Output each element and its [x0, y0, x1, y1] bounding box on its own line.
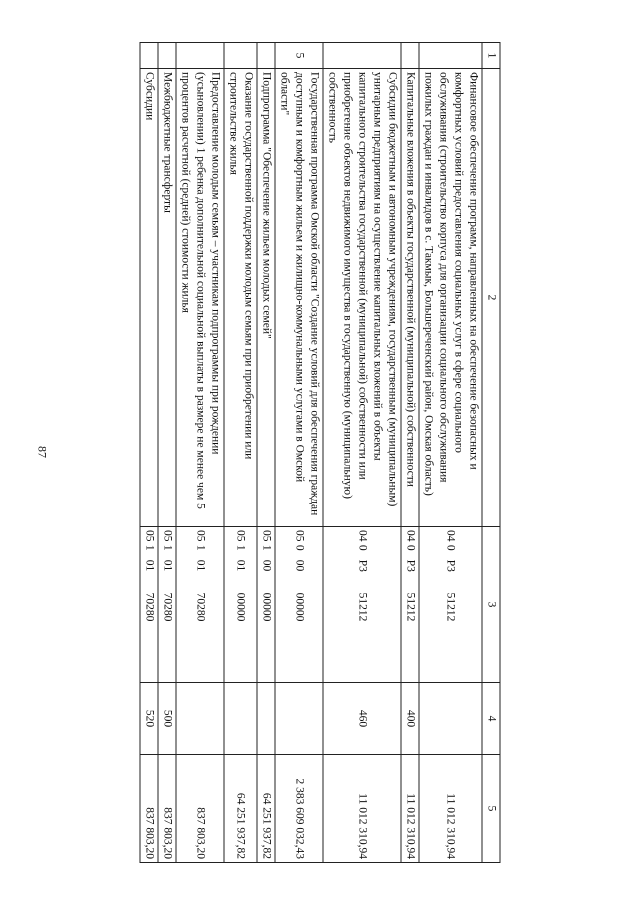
code-part: 0: [404, 544, 417, 551]
row-sum: 2 383 609 032,43: [275, 755, 323, 863]
code-part: P3: [356, 559, 369, 572]
row-expense-type: 460: [323, 683, 401, 755]
code-part: 00000: [235, 592, 247, 622]
row-sum: 11 012 310,94: [323, 755, 401, 863]
row-expense-type: [224, 683, 257, 755]
row-number: [419, 43, 482, 69]
row-code: [419, 527, 482, 683]
row-number: 5: [275, 43, 323, 69]
row-code: [176, 527, 224, 683]
code-part: 0: [293, 544, 306, 551]
row-expense-type: 400: [401, 683, 419, 755]
table-row: [401, 43, 419, 863]
row-code: [323, 527, 401, 683]
row-expense-type: 520: [140, 683, 158, 755]
row-code: [224, 527, 257, 683]
row-expense-type: [257, 683, 275, 755]
row-name: Финансовое обеспечение программ, направленных на обеспечение безопасных и комфортных условий предоставления социальных услуг в сфере социального обслуживания (строительство корпуса для организации социального обслуживания пожилых граждан и инвалидов в с. Такмык, Большереченский район, Омская область): [419, 69, 482, 527]
row-name: Предоставление молодым семьям – участникам подпрограммы при рождении (усыновлении) 1 ребенка дополнительной социальной выплаты в размере не менее чем 5 процентов расчетной (средней) стоимости жилья: [176, 69, 224, 527]
row-expense-type: [275, 683, 323, 755]
row-sum: 837 803,20: [140, 755, 158, 863]
table-header-row: [482, 43, 500, 863]
code-part: 51212: [445, 592, 457, 622]
code-part: 04: [404, 530, 417, 542]
code-part: 51212: [404, 592, 417, 622]
row-code: [401, 527, 419, 683]
budget-table: [140, 42, 501, 863]
table-row: [158, 43, 176, 863]
row-sum: 64 251 937,82: [224, 755, 257, 863]
row-name: Подпрограмма "Обеспечение жильем молодых семей": [257, 69, 275, 527]
code-part: 00000: [293, 592, 306, 622]
row-sum: 11 012 310,94: [401, 755, 419, 863]
table-row: [257, 43, 275, 863]
row-number: [257, 43, 275, 69]
row-code: [257, 527, 275, 683]
column-header-1: 1: [482, 43, 500, 69]
code-part: 01: [194, 559, 207, 572]
row-number: [158, 43, 176, 69]
row-name: Субсидии бюджетным и автономным учреждениям, государственным (муниципальным) унитарным предприятиям на осуществление капитальных вложений в объекты капитального строительства государственной (муниципальной) собственности или приобретение объектов недвижимого имущества в государственную (муниципальную) собственность: [323, 69, 401, 527]
row-sum: 64 251 937,82: [257, 755, 275, 863]
row-name: Государственная программа Омской области "Создание условий для обеспечения граждан доступным и комфортным жильем и жилищно-коммунальными услугами в Омской области": [275, 69, 323, 527]
row-code: [275, 527, 323, 683]
code-part: 04: [445, 530, 457, 542]
column-header-2: 2: [482, 69, 500, 527]
code-part: 1: [260, 544, 273, 551]
code-part: 04: [356, 530, 369, 542]
column-header-3: 3: [482, 527, 500, 683]
row-number: [140, 43, 158, 69]
code-part: 05: [293, 530, 306, 542]
code-part: 0: [356, 544, 369, 551]
row-number: [176, 43, 224, 69]
column-header-5: 5: [482, 755, 500, 863]
code-part: 1: [194, 544, 207, 551]
code-part: 70280: [194, 592, 207, 622]
row-sum: 837 803,20: [158, 755, 176, 863]
table-row: [176, 43, 224, 863]
code-part: 00: [293, 559, 306, 572]
row-expense-type: [176, 683, 224, 755]
code-part: 51212: [356, 592, 369, 622]
code-part: 70280: [161, 592, 174, 622]
code-part: 01: [143, 559, 156, 572]
code-part: P3: [445, 559, 457, 572]
table-row: [419, 43, 482, 863]
row-expense-type: [419, 683, 482, 755]
page-number: 87: [35, 446, 50, 458]
row-number: [401, 43, 419, 69]
row-number: [323, 43, 401, 69]
code-part: 70280: [143, 592, 156, 622]
code-part: 05: [194, 530, 207, 542]
row-code: [140, 527, 158, 683]
row-name: Межбюджетные трансферты: [158, 69, 176, 527]
code-part: 05: [143, 530, 156, 542]
table-row: [140, 43, 158, 863]
code-part: P3: [404, 559, 417, 572]
code-part: 05: [235, 530, 247, 542]
table-row: [224, 43, 257, 863]
table-row: [275, 43, 323, 863]
code-part: 00000: [260, 592, 273, 622]
code-part: 05: [161, 530, 174, 542]
row-sum: 837 803,20: [176, 755, 224, 863]
row-name: Субсидии: [140, 69, 158, 527]
code-part: 1: [235, 544, 247, 551]
code-part: 1: [161, 544, 174, 551]
code-part: 00: [260, 559, 273, 572]
code-part: 1: [143, 544, 156, 551]
row-expense-type: 500: [158, 683, 176, 755]
row-name: Капитальные вложения в объекты государственной (муниципальной) собственности: [401, 69, 419, 527]
budget-table-container: [140, 42, 501, 862]
column-header-4: 4: [482, 683, 500, 755]
code-part: 01: [161, 559, 174, 572]
row-number: [224, 43, 257, 69]
row-name: Оказание государственной поддержки молодым семьям при приобретении или строительстве жилья: [224, 69, 257, 527]
code-part: 05: [260, 530, 273, 542]
code-part: 01: [235, 559, 247, 572]
code-part: 0: [445, 544, 457, 551]
row-code: [158, 527, 176, 683]
table-row: [323, 43, 401, 863]
row-sum: 11 012 310,94: [419, 755, 482, 863]
